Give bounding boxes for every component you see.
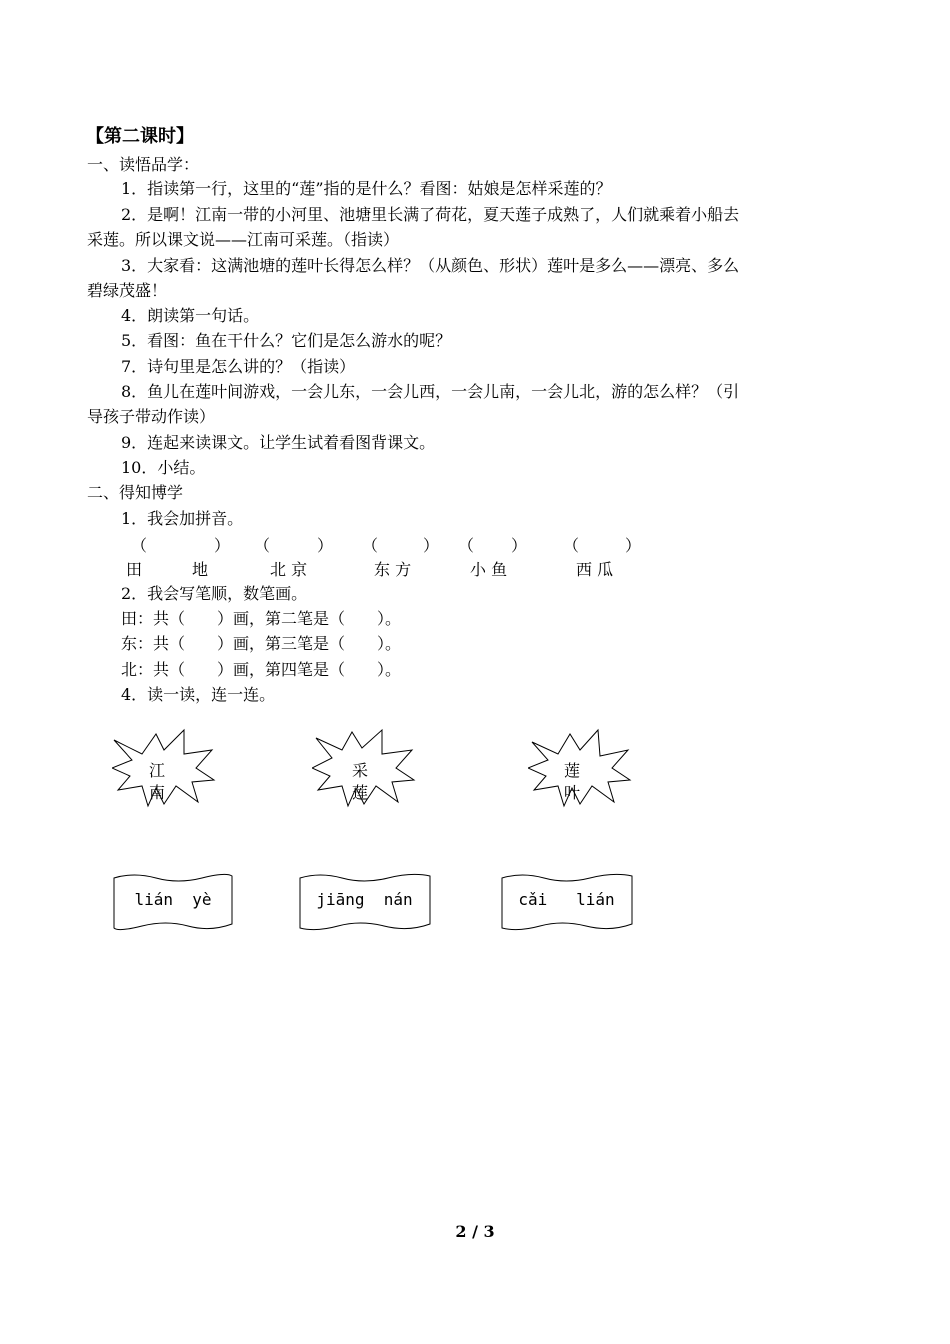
- pinyin-banner: [298, 872, 431, 932]
- burst-char: 莲: [351, 783, 368, 802]
- word: 田: [126, 560, 143, 579]
- word: 地: [192, 560, 209, 579]
- item-8-cont: 导孩子带动作读）: [87, 407, 216, 426]
- word: 小 鱼: [470, 560, 508, 579]
- word: 西 瓜: [576, 560, 614, 579]
- question-4: 4．读一读，连一连。: [121, 685, 276, 704]
- paren-close: ）: [511, 536, 528, 555]
- item-3-cont: 碧绿茂盛！: [87, 281, 168, 300]
- paren-open: （: [458, 536, 475, 555]
- item-2-cont: 采莲。所以课文说——江南可采莲。（指读）: [87, 230, 400, 249]
- paren-open: （: [254, 536, 271, 555]
- hanzi-row: [0, 557, 950, 579]
- page-number: 2 / 3: [455, 1222, 495, 1241]
- item-9: 9．连起来读课文。让学生试着看图背课文。: [121, 433, 436, 452]
- item-7: 7．诗句里是怎么讲的？（指读）: [121, 357, 356, 376]
- burst-char: 南: [148, 783, 165, 802]
- paren-close: ）: [625, 536, 642, 555]
- burst-char: 叶: [563, 783, 580, 802]
- pinyin-answer-row: [0, 533, 950, 555]
- pinyin-text: lián yè: [134, 890, 212, 909]
- stroke-line: 东：共（ ）画，第三笔是（ ）。: [121, 634, 402, 653]
- item-4: 4．朗读第一句话。: [121, 306, 260, 325]
- word: 北 京: [270, 560, 308, 579]
- stroke-line: 田：共（ ）画，第二笔是（ ）。: [121, 609, 402, 628]
- pinyin-text: cǎi lián: [518, 890, 615, 909]
- word-burst-cailian: [312, 728, 416, 808]
- paren-close: ）: [317, 536, 334, 555]
- paren-open: （: [131, 536, 148, 555]
- question-1: 1．我会加拼音。: [121, 509, 244, 528]
- item-8: 8．鱼儿在莲叶间游戏，一会儿东，一会儿西，一会儿南，一会儿北，游的怎么样？（引: [121, 382, 740, 401]
- paren-close: ）: [214, 536, 231, 555]
- item-2: 2．是啊！江南一带的小河里、池塘里长满了荷花，夏天莲子成熟了，人们就乘着小船去: [121, 205, 740, 224]
- pinyin-banner: [500, 872, 633, 932]
- paren-open: （: [362, 536, 379, 555]
- item-1: 1．指读第一行，这里的“莲”指的是什么？看图：姑娘是怎样采莲的？: [121, 179, 612, 198]
- burst-char: 采: [351, 761, 368, 780]
- stroke-line: 北：共（ ）画，第四笔是（ ）。: [121, 660, 402, 679]
- paren-close: ）: [423, 536, 440, 555]
- pinyin-text: jiāng nán: [316, 890, 413, 909]
- burst-char: 江: [148, 761, 165, 780]
- paren-open: （: [563, 536, 580, 555]
- lesson-title: 【第二课时】: [86, 126, 194, 147]
- section1-heading: 一、读悟品学：: [87, 155, 200, 174]
- word: 东 方: [374, 560, 412, 579]
- question-2: 2．我会写笔顺，数笔画。: [121, 584, 308, 603]
- pinyin-banner: [112, 872, 245, 932]
- item-10: 10．小结。: [121, 458, 206, 477]
- burst-char: 莲: [563, 761, 580, 780]
- section2-heading: 二、得知博学: [87, 483, 184, 502]
- item-5: 5．看图：鱼在干什么？它们是怎么游水的呢？: [121, 331, 452, 350]
- word-burst-jiangnan: [112, 728, 216, 808]
- word-burst-lianye: [528, 728, 632, 808]
- item-3: 3．大家看：这满池塘的莲叶长得怎么样？（从颜色、形状）莲叶是多么——漂亮、多么: [121, 256, 740, 275]
